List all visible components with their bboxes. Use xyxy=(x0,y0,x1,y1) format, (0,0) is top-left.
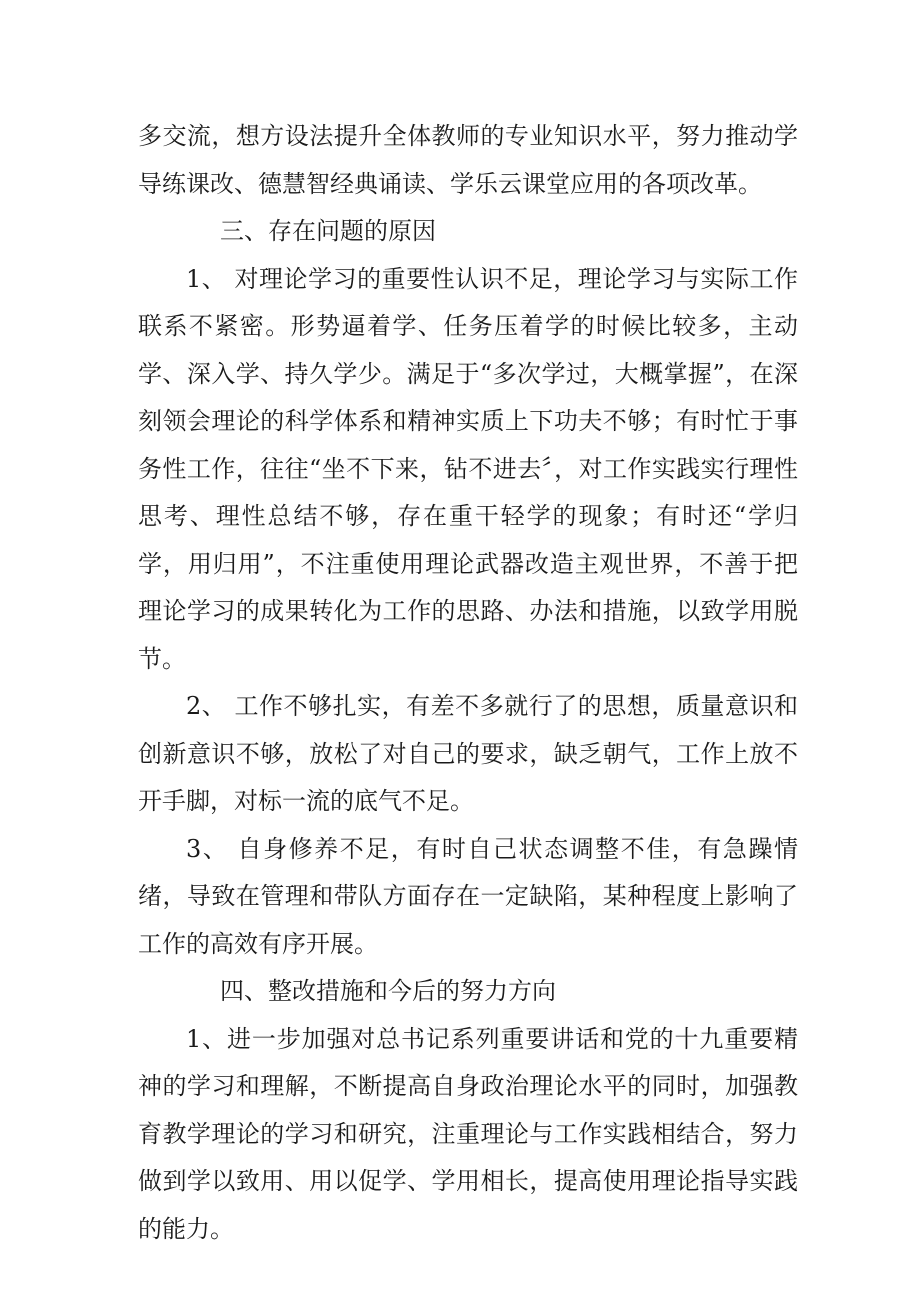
paragraph-item-2: 2、 工作不够扎实，有差不多就行了的思想，质量意识和创新意识不够，放松了对自己的要求，缺乏朝气，工作上放不开手脚，对标一流的底气不足。 xyxy=(138,692,798,815)
paragraph-item-1: 1、 对理论学习的重要性认识不足，理论学习与实际工作联系不紧密。形势逼着学、任务压着学的时候比较多，主动学、深入学、持久学少。满足于“多次学过，大概掌握”，在深刻领会理论的科学体系和精神实质上下功夫不够；有时忙于事务性工作，往往“坐不下来，钻不进去〞，对工作实践实行理性思考、理性总结不够，存在重干轻学的现象；有时还“学归学，用归用”，不注重使用理论武器改造主观世界，不善于把理论学习的成果转化为工作的思路、办法和措施，以致学用脱节。 xyxy=(138,264,798,673)
document-body xyxy=(138,113,798,1253)
paragraph-continued: 多交流，想方设法提升全体教师的专业知识水平，努力推动学导练课改、德慧智经典诵读、学乐云课堂应用的各项改革。 xyxy=(138,122,798,198)
section-heading-causes: 三、存在问题的原因 xyxy=(220,217,436,245)
section-heading-measures: 四、整改措施和今后的努力方向 xyxy=(220,977,556,1005)
paragraph-item-3: 3、 自身修养不足，有时自己状态调整不佳，有急躁情绪，导致在管理和带队方面存在一定缺陷，某种程度上影响了工作的高效有序开展。 xyxy=(138,834,798,958)
paragraph-measure-1: 1、进一步加强对总书记系列重要讲话和党的十九重要精神的学习和理解，不断提高自身政治理论水平的同时，加强教育教学理论的学习和研究，注重理论与工作实践相结合，努力做到学以致用、用以促学、学用相长，提高使用理论指导实践的能力。 xyxy=(138,1024,798,1243)
